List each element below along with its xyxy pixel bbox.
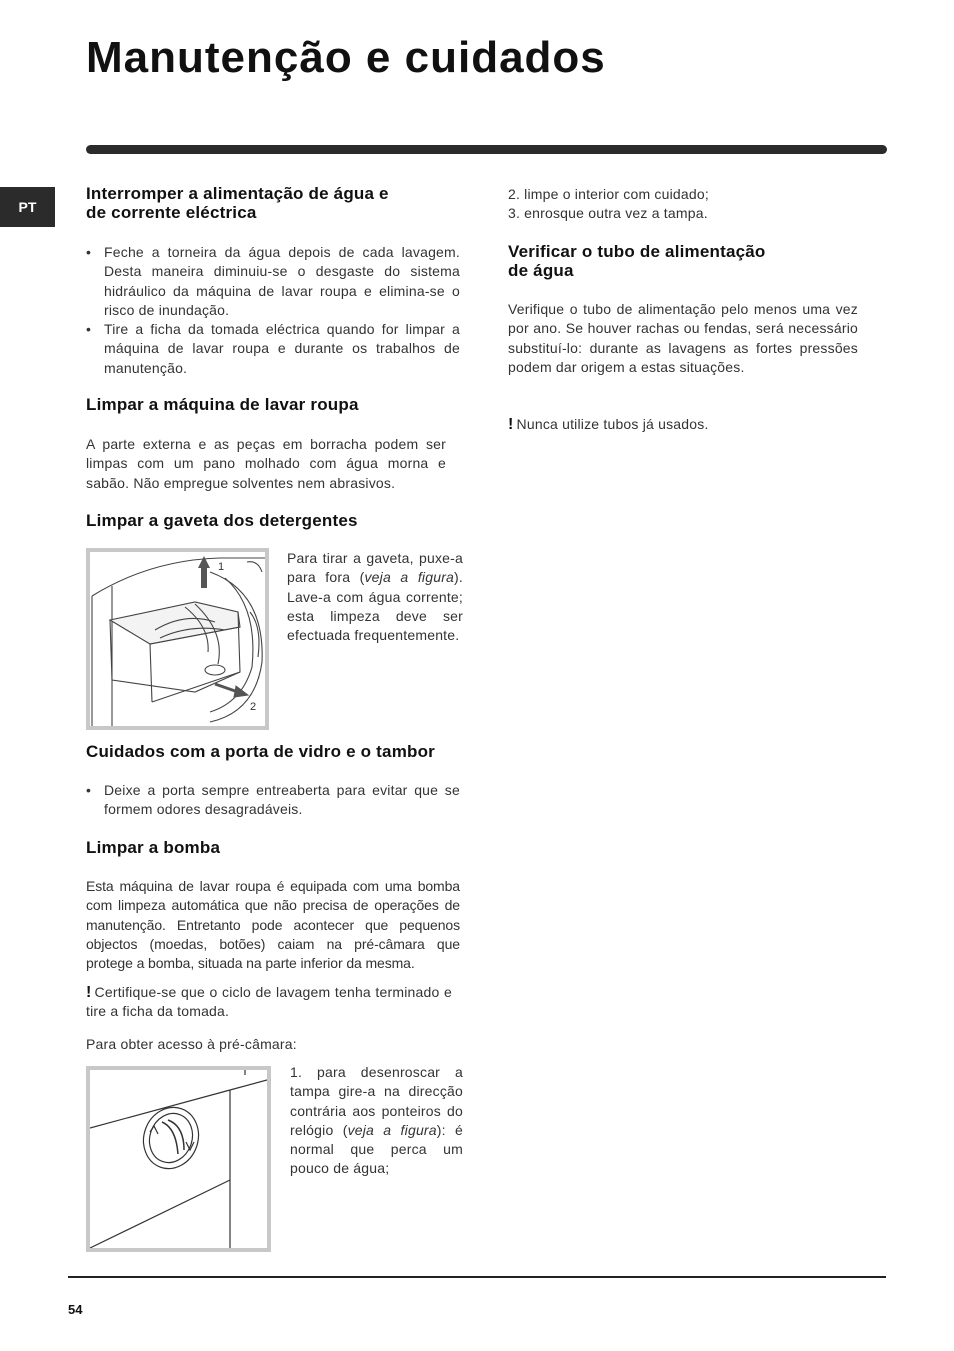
page-number: 54 (68, 1302, 83, 1317)
pump-step-3: 3. enrosque outra vez a tampa. (508, 205, 708, 221)
pump-warning (86, 983, 452, 1022)
list-item: • Deixe a porta sempre entreaberta para evitar que se formem odores desagradáveis. (86, 781, 460, 820)
heading-line: Interromper a alimentação de água e (86, 184, 389, 203)
pump-access-text: Para obter acesso à pré-câmara: (86, 1036, 297, 1052)
clean-machine-text: A parte externa e as peças em borracha podem ser limpas com um pano molhado com água morna e sabão. Não empregue solventes nem abrasivos. (86, 436, 446, 491)
drawer-text (287, 549, 463, 645)
warning-text: Nunca utilize tubos já usados. (516, 416, 709, 432)
pump-illustration (90, 1070, 267, 1248)
hose-text: Verifique o tubo de alimentação pelo menos uma vez por ano. Se houver rachas ou fendas, será necessário substituí-lo: durante as lavagens as fortes pressões podem dar origem a estas situações. (508, 301, 858, 375)
warning-text: Certifique-se que o ciclo de lavagem tenha terminado e tire a ficha da tomada. (86, 984, 452, 1020)
drawer-text-part: Para tirar a gaveta, puxe-a para fora ( (287, 550, 463, 586)
list-item: • Tire a ficha da tomada eléctrica quando for limpar a máquina de lavar roupa e durante os trabalhos de manutenção. (86, 320, 460, 378)
language-tab: PT (0, 187, 55, 227)
heading-clean-machine: Limpar a máquina de lavar roupa (86, 395, 359, 414)
heading-drawer: Limpar a gaveta dos detergentes (86, 511, 358, 530)
heading-pump: Limpar a bomba (86, 838, 221, 857)
warning-icon: ! (86, 984, 92, 1001)
drawer-text-part: ). Lave-a com água corrente; esta limpeza deve ser efectuada frequentemente. (287, 569, 463, 644)
heading-line: de corrente eléctrica (86, 203, 257, 222)
list-item: • Feche a torneira da água depois de cada lavagem. Desta maneira diminuiu-se o desgaste do sistema hidráulico da máquina de lavar roupa e elimina-se o risco de inundação. (86, 243, 460, 320)
heading-line: de água (508, 261, 574, 280)
water-bullets (86, 243, 460, 378)
step-text-italic: veja a figura (347, 1121, 437, 1138)
warning-icon: ! (508, 416, 514, 433)
heading-door: Cuidados com a porta de vidro e o tambor (86, 742, 435, 761)
title-divider (86, 145, 887, 154)
pump-step-2: 2. limpe o interior com cuidado; (508, 186, 709, 202)
hose-warning (508, 415, 860, 434)
figure-label-2: 2 (250, 701, 257, 713)
pump-step-1 (290, 1063, 463, 1179)
pump-text: Esta máquina de lavar roupa é equipada com uma bomba com limpeza automática que não precisa de operações de manutenção. Entretanto pode acontecer que pequenos objectos (moedas, botões) caiam na pré-câmara que protege a bomba, situada na parte inferior da mesma. (86, 878, 460, 972)
footer-divider (68, 1276, 886, 1278)
heading-line: Verificar o tubo de alimentação (508, 242, 766, 261)
door-bullets (86, 781, 460, 820)
heading-hose (508, 242, 766, 280)
step-text-part: ): é normal que perca um pouco de água; (290, 1121, 464, 1177)
step-text-part: 1. para desenroscar a tampa gire-a na direcção contrária aos ponteiros do relógio ( (290, 1064, 463, 1138)
heading-water-power (86, 184, 389, 222)
figure-label-1: 1 (218, 561, 225, 573)
drawer-text-italic: veja a figura (364, 569, 455, 586)
drawer-illustration (90, 552, 265, 726)
drawer-figure (86, 548, 269, 730)
pump-figure (86, 1066, 271, 1252)
page-title: Manutenção e cuidados (86, 33, 606, 82)
